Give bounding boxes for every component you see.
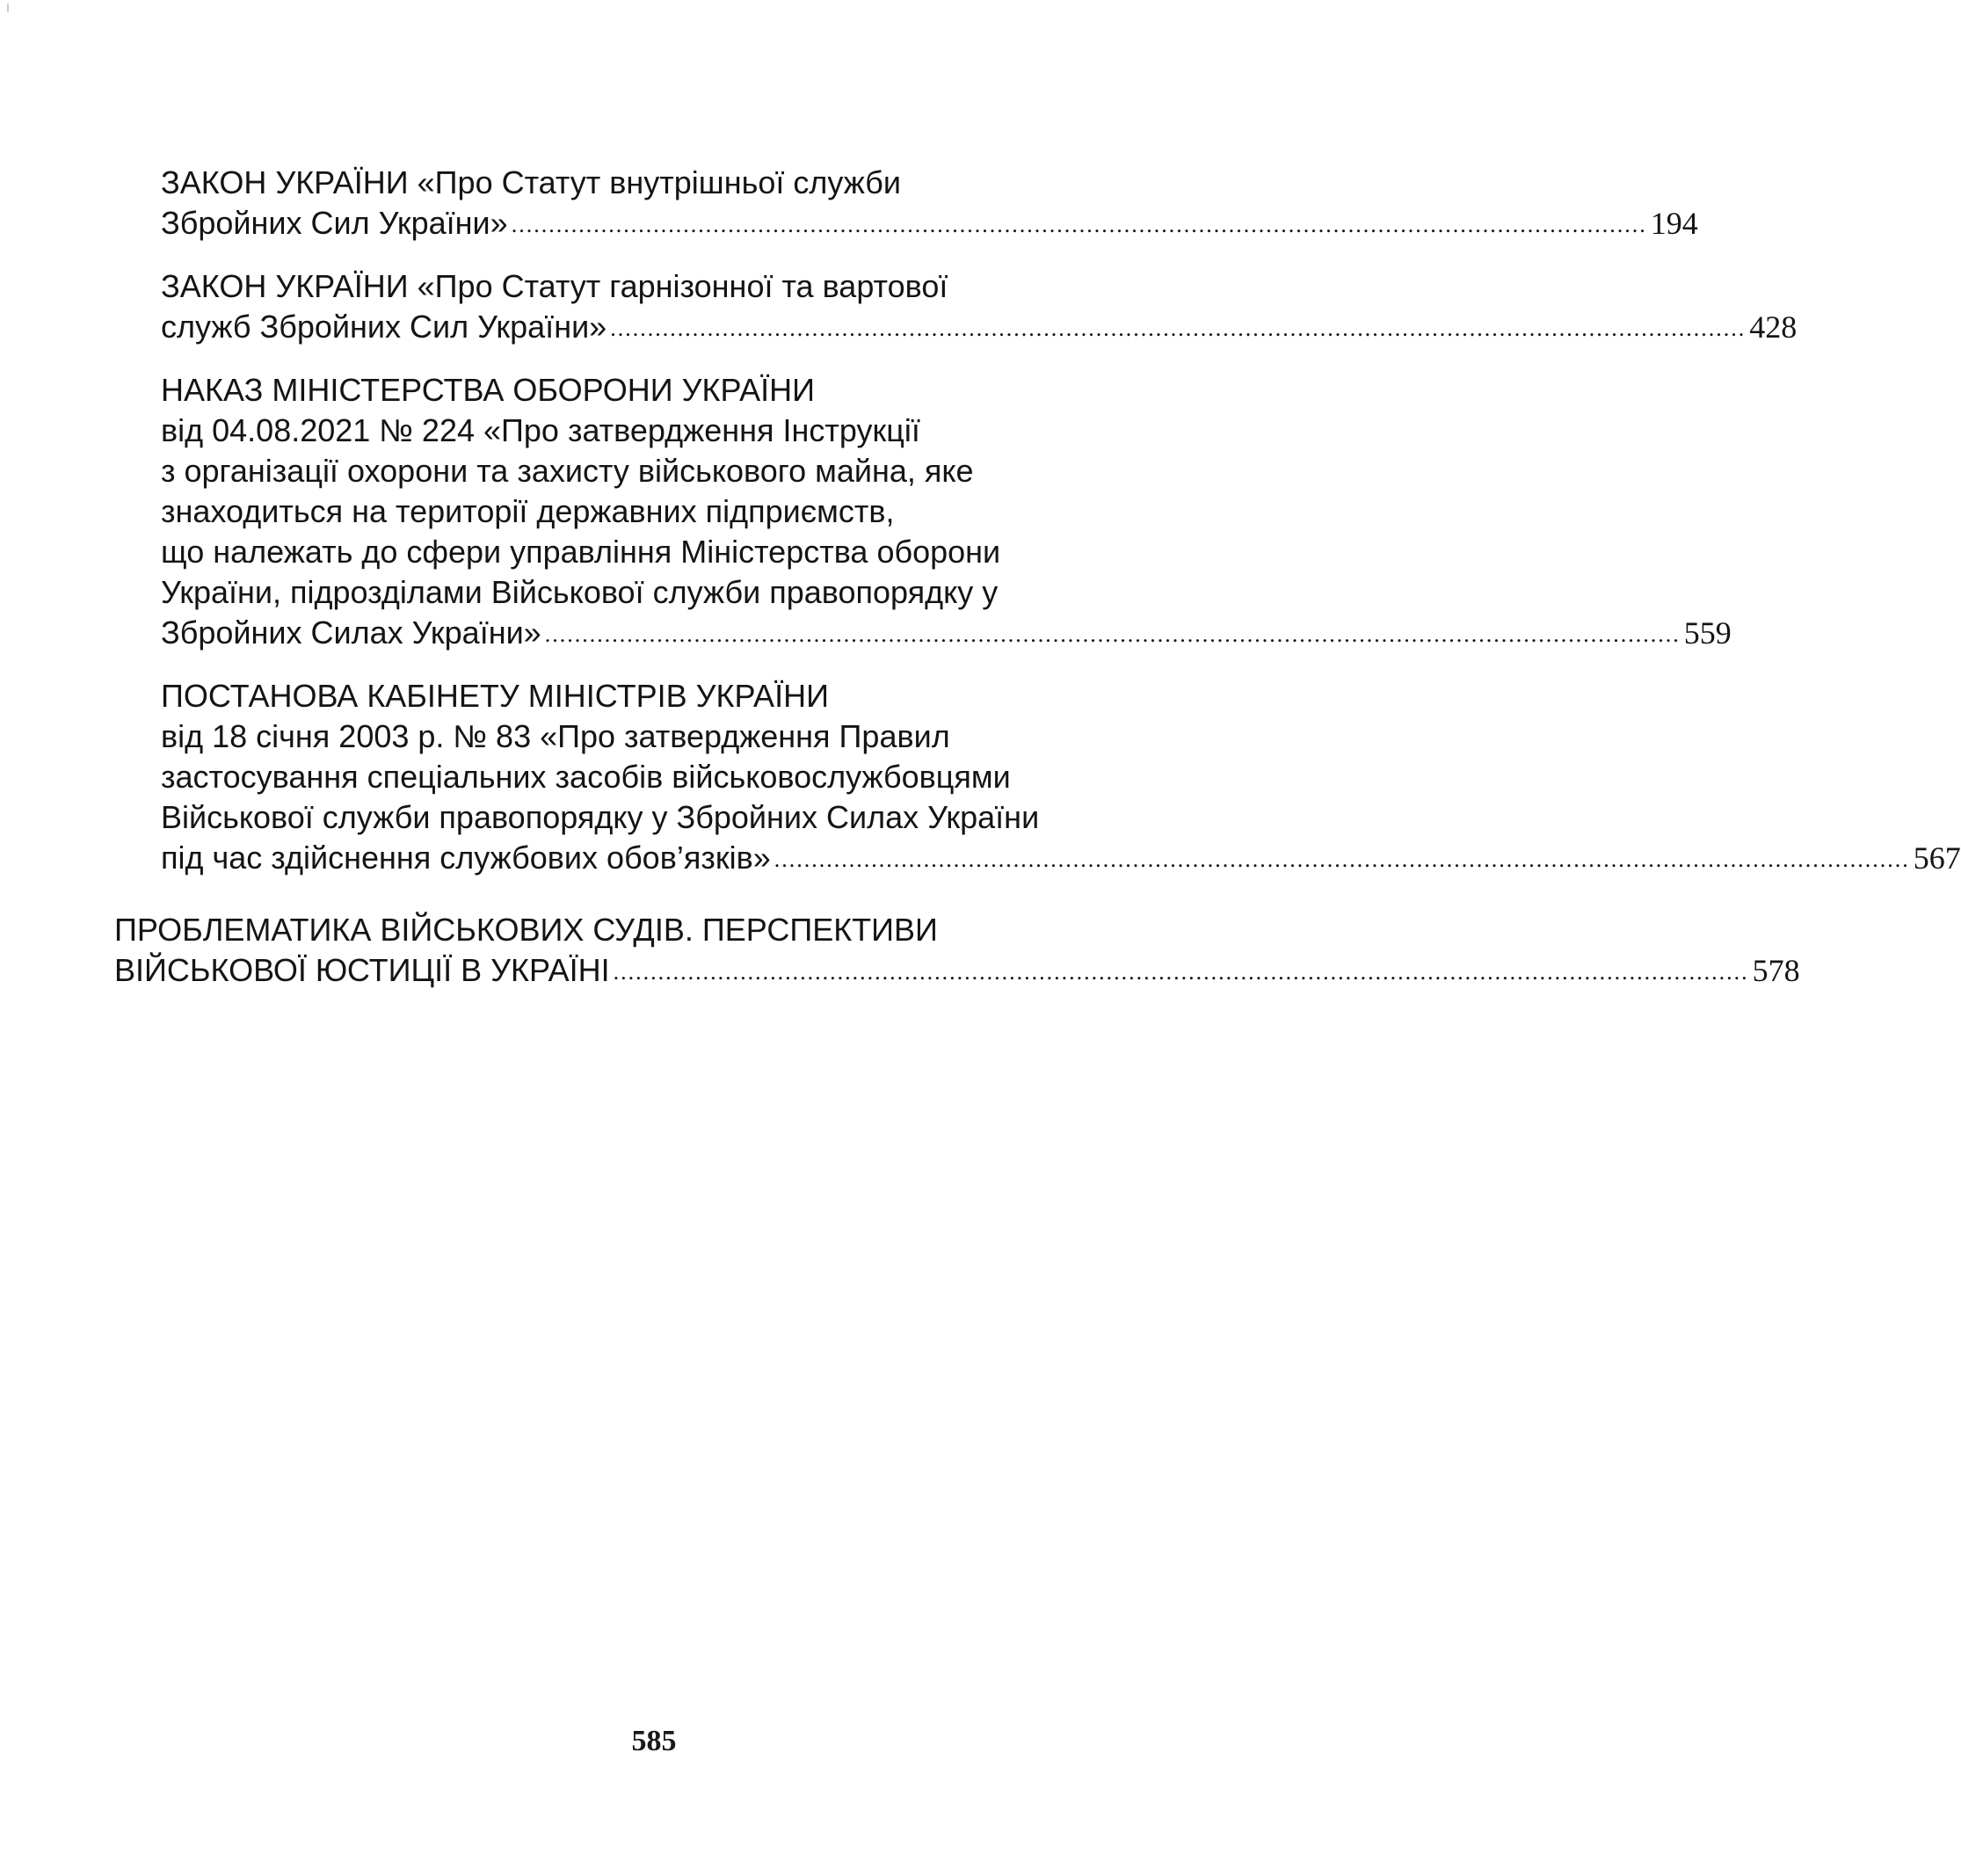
toc-entry-2-line-1: ЗАКОН УКРАЇНИ «Про Статут гарнізонної та вартової (161, 268, 948, 304)
dot-leader: ........................................................................................................................................................ (511, 212, 1647, 237)
toc-entry-4-line-3: застосування спеціальних засобів військовослужбовцями (161, 759, 1011, 795)
toc-entry-3-line-3: з організації охорони та захисту військового майна, яке (161, 453, 974, 489)
dot-leader: ........................................................................................................................................................ (774, 847, 1910, 872)
toc-entry-4-title-end: під час здійснення службових обов’язків» (161, 840, 771, 876)
toc-entry-1-title-end: Збройних Сил України» (161, 205, 508, 241)
toc-entry-2-last-line[interactable] (161, 308, 1798, 350)
page-number: 585 (631, 1725, 677, 1757)
toc-entry-3-line-1: НАКАЗ МІНІСТЕРСТВА ОБОРОНИ УКРАЇНИ (161, 372, 816, 408)
toc-entry-3-line-4: знаходиться на території державних підприємств, (161, 493, 895, 529)
toc-entry-3-line-6: України, підрозділами Військової служби правопорядку у (161, 574, 999, 610)
scan-mark (7, 4, 9, 12)
toc-entry-3-line-2: від 04.08.2021 № 224 «Про затвердження Інструкції (161, 412, 920, 448)
toc-entry-2-page: 428 (1749, 309, 1798, 345)
toc-entry-4-line-2: від 18 січня 2003 р. № 83 «Про затвердження Правил (161, 718, 950, 754)
toc-entry-1-last-line[interactable] (161, 204, 1698, 246)
toc-entry-4-line-1: ПОСТАНОВА КАБІНЕТУ МІНІСТРІВ УКРАЇНИ (161, 678, 829, 714)
toc-entry-5-line-1: ПРОБЛЕМАТИКА ВІЙСЬКОВИХ СУДІВ. ПЕРСПЕКТИВИ (114, 912, 938, 948)
toc-entry-1-page: 194 (1650, 206, 1698, 241)
toc-entry-5-title-end: ВІЙСЬКОВОЇ ЮСТИЦІЇ В УКРАЇНІ (114, 952, 610, 988)
toc-entry-4-last-line[interactable] (161, 839, 1961, 881)
toc-entry-3-page: 559 (1683, 615, 1732, 651)
toc-entry-3-last-line[interactable] (161, 614, 1732, 656)
dot-leader: ........................................................................................................................................................ (610, 316, 1747, 341)
toc-entry-3-line-5: що належать до сфери управління Міністерства оборони (161, 534, 1001, 570)
dot-leader: ........................................................................................................................................................ (613, 959, 1749, 985)
dot-leader: ........................................................................................................................................................ (544, 622, 1681, 647)
toc-entry-1-line-1: ЗАКОН УКРАЇНИ «Про Статут внутрішньої служби (161, 164, 901, 200)
toc-entry-4-line-4: Військової служби правопорядку у Збройних Силах України (161, 799, 1040, 835)
toc-entry-4-page: 567 (1913, 840, 1961, 876)
toc-entry-2-title-end: служб Збройних Сил України» (161, 309, 607, 345)
toc-entry-3-title-end: Збройних Силах України» (161, 614, 541, 651)
toc-entry-5-last-line[interactable] (114, 951, 1800, 993)
toc-entry-5-page: 578 (1752, 953, 1800, 988)
